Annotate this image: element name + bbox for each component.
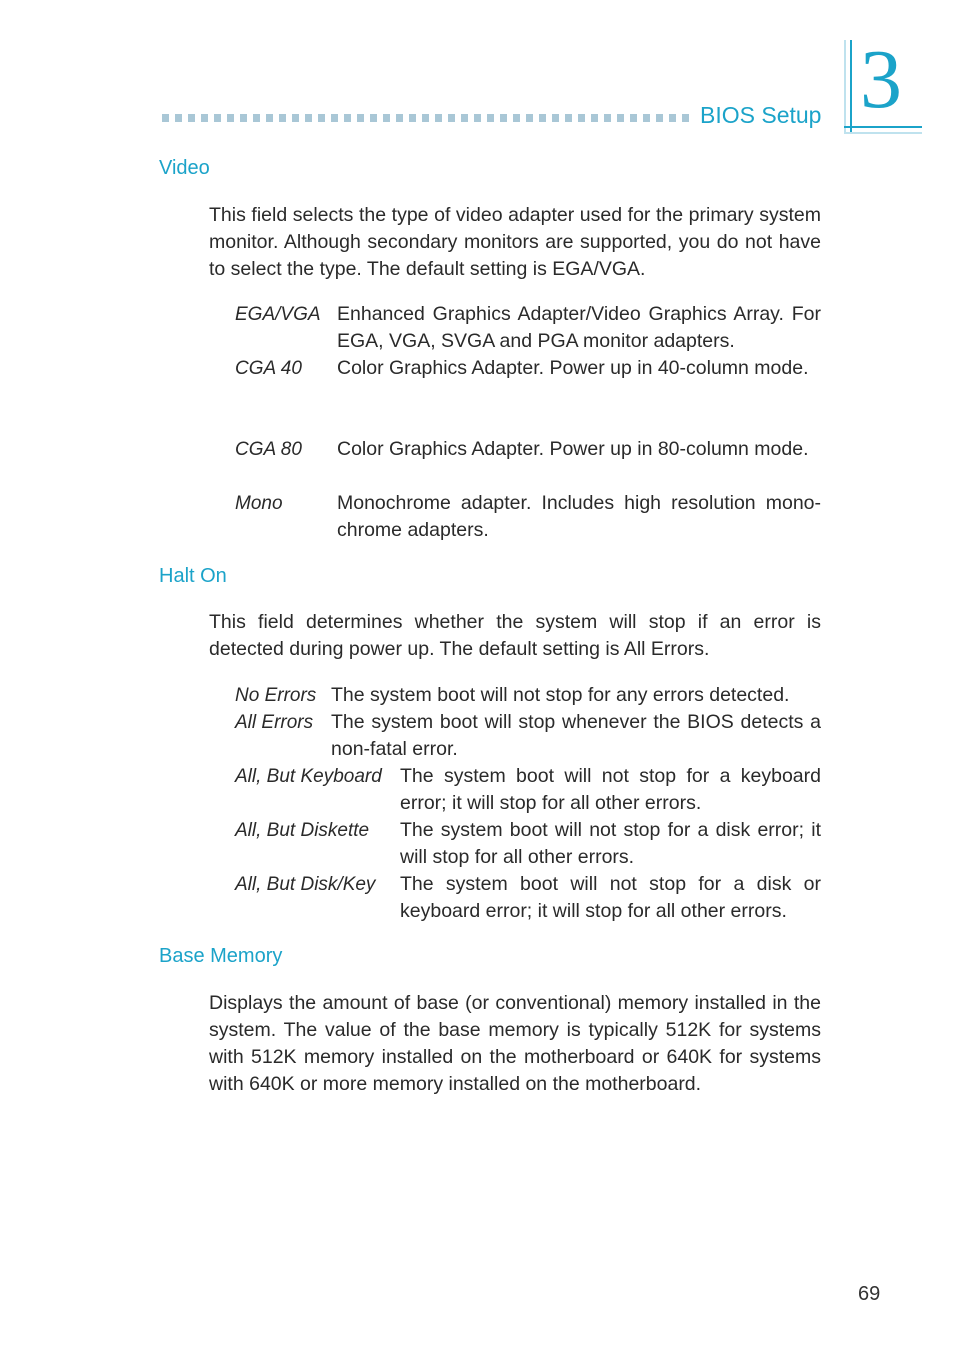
option-term: All, But Diskette xyxy=(235,820,370,841)
option-term: CGA 80 xyxy=(235,439,302,460)
section-body-base-memory: Displays the amount of base (or conventional) memory installed in the system. The value of the base memory is typically 512K for systems with 512K memory installed on the motherboard or 640K for systems with 640K or more memory installed on the motherboard. xyxy=(209,992,821,1095)
header-dot-rule xyxy=(162,114,692,122)
chapter-number: 3 xyxy=(860,33,902,126)
option-desc: Enhanced Graphics Adapter/Video Graphics Array. For EGA, VGA, SVGA and PGA monitor adapters. xyxy=(337,303,821,352)
option-desc: The system boot will not stop for any errors detected. xyxy=(331,684,790,706)
option-term: EGA/VGA xyxy=(235,304,321,325)
page-number: 69 xyxy=(858,1283,881,1305)
option-desc: The system boot will not stop for a keyboard error; it will stop for all other errors. xyxy=(400,765,821,814)
option-term: CGA 40 xyxy=(235,358,302,379)
option-desc: Monochrome adapter. Includes high resolution mono-chrome adapters. xyxy=(337,492,821,541)
option-term: All, But Disk/Key xyxy=(235,874,376,895)
section-body-halt-on: This field determines whether the system will stop if an error is detected during power up. The default setting is All Errors. xyxy=(209,611,821,660)
option-desc: Color Graphics Adapter. Power up in 40-column mode. xyxy=(337,357,809,379)
option-term: All Errors xyxy=(235,712,314,733)
option-term: Mono xyxy=(235,493,283,514)
option-desc: Color Graphics Adapter. Power up in 80-column mode. xyxy=(337,438,809,460)
option-desc: The system boot will not stop for a disk or keyboard error; it will stop for all other errors. xyxy=(400,873,821,922)
option-desc: The system boot will stop whenever the BIOS detects a non-fatal error. xyxy=(331,711,821,760)
section-title-halt-on: Halt On xyxy=(159,565,227,587)
section-body-video: This field selects the type of video adapter used for the primary system monitor. Although secondary monitors are supported, you do not have to select the type. The default setting is EGA/VGA. xyxy=(209,204,821,280)
option-term: All, But Keyboard xyxy=(235,766,382,787)
section-title-video: Video xyxy=(159,157,210,179)
chapter-marker xyxy=(844,33,922,132)
section-title-base-memory: Base Memory xyxy=(159,945,283,967)
header-title: BIOS Setup xyxy=(700,102,822,128)
option-desc: The system boot will not stop for a disk error; it will stop for all other errors. xyxy=(400,819,821,868)
option-term: No Errors xyxy=(235,685,317,706)
